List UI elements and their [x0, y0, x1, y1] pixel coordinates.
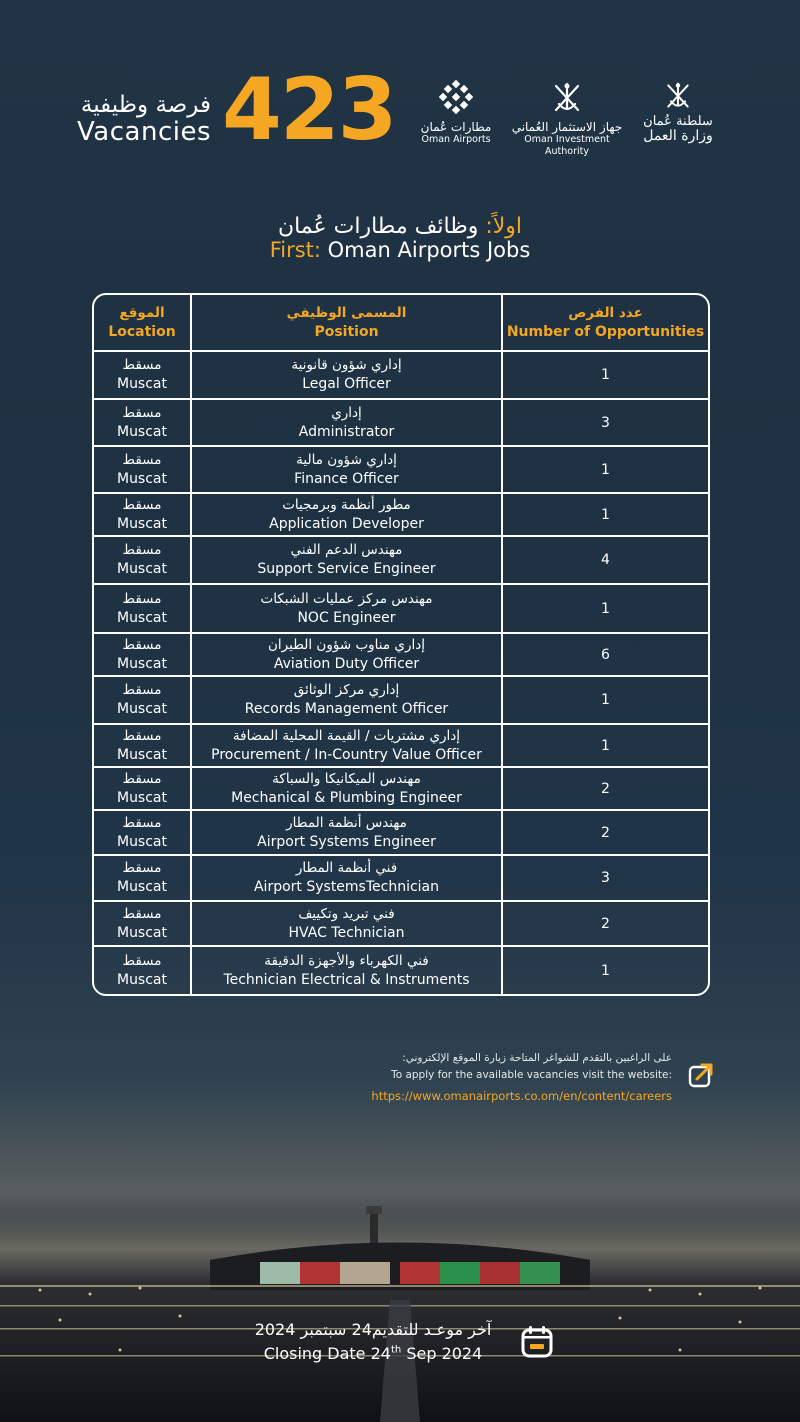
location-cell — [94, 352, 192, 398]
position-en: Finance Officer — [294, 470, 399, 487]
opportunity-count: 2 — [601, 915, 610, 932]
location-cell — [94, 537, 192, 583]
oman-investment-authority-logo — [505, 80, 629, 158]
opportunity-count: 6 — [601, 646, 610, 663]
section-prefix-en: First: — [269, 238, 321, 262]
position-ar: فني أنظمة المطار — [295, 860, 398, 876]
position-ar: إداري مشتريات / القيمة المحلية المضافة — [232, 727, 461, 744]
table-row — [94, 350, 708, 398]
opportunity-count: 1 — [601, 367, 610, 383]
position-ar: فني تبريد وتكييف — [298, 905, 395, 922]
section-title-en-text: Oman Airports Jobs — [327, 238, 531, 262]
location-cell — [94, 494, 192, 535]
header-location — [94, 295, 192, 350]
location-ar: مسقط — [122, 451, 162, 468]
opportunity-count: 3 — [601, 870, 610, 886]
location-en: Muscat — [116, 609, 167, 626]
location-cell — [94, 725, 192, 766]
oia-logo-en: Oman Investment Authority — [524, 134, 610, 157]
mol-logo-line1: سلطنة عُمان — [643, 114, 713, 129]
opportunity-count: 1 — [601, 506, 610, 523]
header-position-ar: المسمى الوظيفي — [286, 304, 407, 321]
header-location-ar: الموقع — [119, 304, 165, 321]
table-row — [94, 675, 708, 723]
location-ar: مسقط — [122, 905, 162, 922]
mol-logo-line2: وزارة العمل — [643, 128, 713, 144]
section-title-ar — [0, 214, 800, 239]
count-cell — [503, 811, 708, 854]
closing-date-en — [248, 1344, 498, 1363]
position-cell — [192, 352, 503, 398]
airport-night-scene — [0, 1190, 800, 1422]
position-en: Procurement / In-Country Value Officer — [211, 746, 482, 763]
position-en: Application Developer — [269, 515, 424, 532]
location-ar: مسقط — [122, 357, 162, 373]
count-cell — [503, 634, 708, 675]
opportunity-count: 4 — [601, 552, 610, 568]
oia-logo-ar: جهاز الاستثمار العُماني — [511, 120, 623, 134]
count-cell — [503, 400, 708, 445]
location-ar: مسقط — [122, 682, 162, 698]
position-cell — [192, 902, 503, 945]
position-en: Airport Systems Engineer — [257, 833, 436, 850]
header-count-en: Number of Opportunities — [506, 323, 705, 340]
location-en: Muscat — [116, 879, 167, 895]
location-en: Muscat — [116, 376, 167, 392]
table-header-row — [94, 295, 708, 350]
location-en: Muscat — [116, 423, 167, 440]
position-en: NOC Engineer — [297, 609, 396, 626]
careers-link[interactable]: https://www.omanairports.co.om/en/content/careers — [371, 1089, 672, 1103]
position-ar: إداري شؤون قانونية — [291, 357, 402, 373]
count-cell — [503, 947, 708, 994]
count-cell — [503, 494, 708, 535]
position-cell — [192, 811, 503, 854]
position-cell — [192, 725, 503, 766]
header-position — [192, 295, 503, 350]
position-cell — [192, 447, 503, 492]
table-row — [94, 445, 708, 492]
position-ar: إداري شؤون مالية — [296, 451, 397, 468]
apply-text-en: To apply for the available vacancies visit the website: — [391, 1069, 672, 1081]
location-ar: مسقط — [122, 496, 162, 513]
position-en: Legal Officer — [302, 376, 391, 392]
location-en: Muscat — [116, 746, 167, 763]
location-cell — [94, 634, 192, 675]
location-ar: مسقط — [122, 770, 162, 787]
position-en: Support Service Engineer — [257, 561, 436, 577]
table-row — [94, 900, 708, 945]
position-cell — [192, 947, 503, 994]
oman-airports-logo-en: Oman Airports — [421, 134, 491, 145]
location-en: Muscat — [116, 789, 167, 806]
location-en: Muscat — [116, 515, 167, 532]
location-en: Muscat — [116, 561, 167, 577]
position-ar: فني الكهرباء والأجهزة الدقيقة — [264, 952, 429, 969]
count-cell — [503, 537, 708, 583]
position-ar: إداري — [331, 404, 362, 421]
closing-date-ar: آخر موعـد للتقديم24 سبتمبر 2024 — [254, 1320, 492, 1339]
location-ar: مسقط — [122, 860, 162, 876]
location-cell — [94, 447, 192, 492]
count-cell — [503, 352, 708, 398]
table-row — [94, 723, 708, 766]
position-ar: مهندس الدعم الفني — [290, 542, 403, 558]
table-body — [94, 350, 708, 994]
position-cell — [192, 768, 503, 809]
section-prefix-ar: اولاً: — [485, 214, 523, 239]
location-cell — [94, 947, 192, 994]
location-ar: مسقط — [122, 542, 162, 558]
jobs-table — [92, 293, 710, 996]
table-row — [94, 398, 708, 445]
closing-date-en-sup: th — [390, 1344, 402, 1356]
count-cell — [503, 902, 708, 945]
header-position-en: Position — [314, 323, 379, 340]
location-ar: مسقط — [122, 636, 162, 653]
opportunity-count: 1 — [601, 962, 610, 979]
opportunity-count: 1 — [601, 461, 610, 478]
count-cell — [503, 677, 708, 723]
location-cell — [94, 856, 192, 900]
table-row — [94, 583, 708, 632]
count-cell — [503, 768, 708, 809]
count-cell — [503, 725, 708, 766]
position-en: Records Management Officer — [244, 701, 449, 717]
position-en: Aviation Duty Officer — [273, 655, 420, 672]
location-ar: مسقط — [122, 404, 162, 421]
position-ar: إداري مركز الوثائق — [293, 682, 400, 698]
table-row — [94, 535, 708, 583]
closing-date-en-suffix: Sep 2024 — [401, 1344, 483, 1363]
calendar-icon — [520, 1324, 554, 1358]
location-cell — [94, 585, 192, 632]
position-en: Administrator — [298, 423, 395, 440]
position-ar: مطور أنظمة وبرمجيات — [282, 496, 411, 513]
oman-airports-logo-ar: مطارات عُمان — [420, 120, 492, 134]
table-row — [94, 766, 708, 809]
count-cell — [503, 447, 708, 492]
opportunity-count: 1 — [601, 737, 610, 754]
position-cell — [192, 677, 503, 723]
location-en: Muscat — [116, 833, 167, 850]
count-cell — [503, 585, 708, 632]
table-row — [94, 632, 708, 675]
location-en: Muscat — [116, 701, 167, 717]
header-count-ar: عدد الفرص — [568, 304, 643, 321]
position-en: HVAC Technician — [288, 924, 405, 941]
position-cell — [192, 634, 503, 675]
header-location-en: Location — [108, 323, 176, 340]
position-en: Airport SystemsTechnician — [253, 879, 440, 895]
location-ar: مسقط — [122, 590, 162, 607]
oman-airports-logo — [420, 80, 492, 146]
position-ar: مهندس مركز عمليات الشبكات — [260, 590, 433, 607]
table-row — [94, 854, 708, 900]
oman-investment-authority-emblem-icon — [550, 80, 584, 116]
oman-airports-logo-icon — [439, 80, 473, 114]
position-ar: مهندس الميكانيكا والسباكة — [272, 770, 421, 787]
opportunity-count: 2 — [601, 824, 610, 841]
vacancies-label-en: Vacancies — [77, 117, 211, 147]
table-row — [94, 492, 708, 535]
ministry-of-labour-logo — [640, 80, 716, 143]
opportunity-count: 2 — [601, 780, 610, 797]
opportunity-count: 1 — [601, 692, 610, 708]
position-ar: إداري مناوب شؤون الطيران — [268, 636, 425, 653]
location-en: Muscat — [116, 655, 167, 672]
table-row — [94, 809, 708, 854]
location-en: Muscat — [116, 971, 167, 988]
location-en: Muscat — [116, 470, 167, 487]
opportunity-count: 3 — [601, 414, 610, 431]
location-cell — [94, 400, 192, 445]
position-cell — [192, 494, 503, 535]
location-cell — [94, 768, 192, 809]
table-row — [94, 945, 708, 994]
position-en: Technician Electrical & Instruments — [223, 971, 470, 988]
location-cell — [94, 811, 192, 854]
section-title-ar-text: وظائف مطارات عُمان — [277, 214, 479, 239]
location-en: Muscat — [116, 924, 167, 941]
location-cell — [94, 902, 192, 945]
closing-date-en-prefix: Closing Date 24 — [263, 1344, 391, 1363]
vacancies-label-ar: فرصة وظيفية — [80, 92, 211, 118]
apply-text-ar: على الراغبين بالتقدم للشواغر المتاحة زيارة الموقع الإلكتروني: — [402, 1052, 672, 1064]
location-ar: مسقط — [122, 952, 162, 969]
count-cell — [503, 856, 708, 900]
position-cell — [192, 856, 503, 900]
vacancies-count: 423 — [222, 60, 396, 160]
position-ar: مهندس أنظمة المطار — [286, 814, 407, 831]
position-en: Mechanical & Plumbing Engineer — [231, 789, 462, 806]
location-ar: مسقط — [122, 727, 162, 744]
ministry-of-labour-emblem-icon — [663, 80, 693, 112]
position-cell — [192, 537, 503, 583]
location-ar: مسقط — [122, 814, 162, 831]
location-cell — [94, 677, 192, 723]
position-cell — [192, 400, 503, 445]
header-count — [503, 295, 708, 350]
external-link-icon[interactable] — [688, 1062, 714, 1088]
position-cell — [192, 585, 503, 632]
opportunity-count: 1 — [601, 600, 610, 617]
section-title-en — [0, 238, 800, 262]
